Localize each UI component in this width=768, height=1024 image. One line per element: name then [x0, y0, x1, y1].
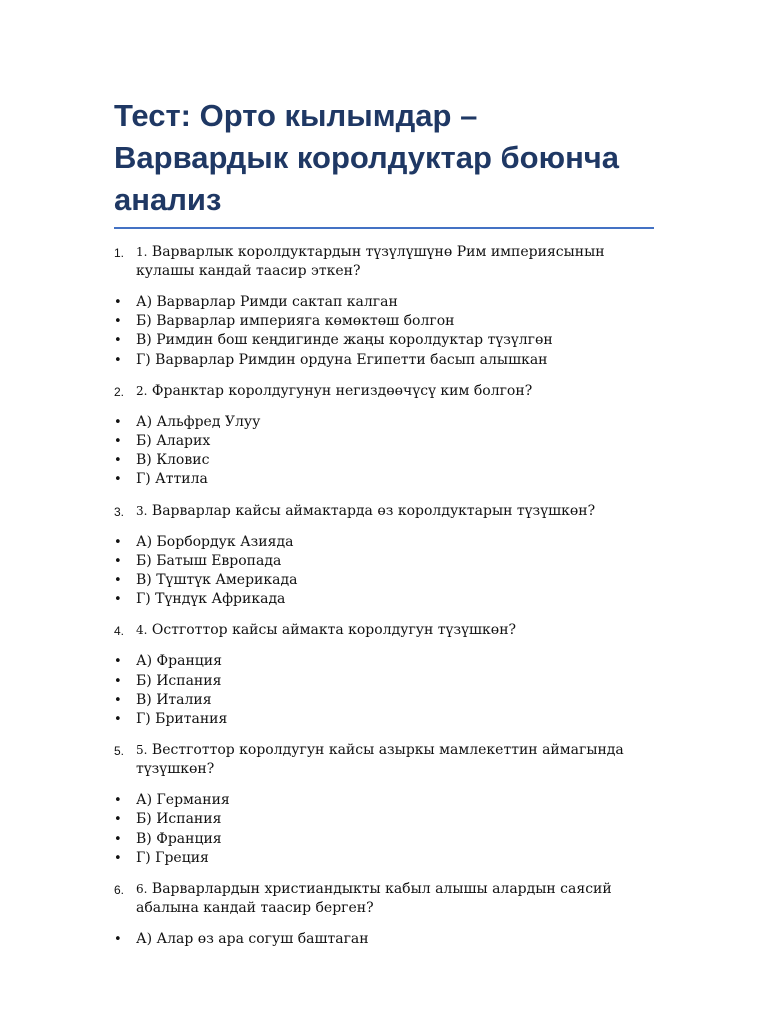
answer-option: [114, 849, 656, 868]
question-body: Вестготтор королдугун кайсы азыркы мамлекеттин аймагында түзүшкөн?: [136, 742, 624, 778]
answer-option-text: Г) Түндүк Африкада: [136, 591, 286, 608]
bullet-dot-icon: •: [114, 932, 122, 948]
answer-option-text: Г) Британия: [136, 711, 228, 728]
question-list-marker: 5.: [114, 744, 125, 759]
answer-option-text: Б) Варварлар империяга көмөктөш болгон: [136, 313, 455, 330]
answer-option-text: Г) Греция: [136, 849, 209, 866]
answer-option: [114, 470, 656, 489]
bullet-dot-icon: •: [114, 592, 122, 608]
answer-option: [114, 930, 656, 949]
answer-option: [114, 351, 656, 370]
bullet-dot-icon: •: [114, 434, 122, 450]
answer-option-text: Б) Испания: [136, 672, 222, 689]
answer-option-text: В) Кловис: [136, 452, 210, 469]
question-body: Остготтор кайсы аймакта королдугун түзүшкөн?: [151, 622, 517, 639]
page-title: Тест: Орто кылымдар – Варвардык королдуктар боюнча анализ: [114, 95, 654, 229]
answer-options: [114, 293, 656, 370]
answer-option-text: Б) Аларих: [136, 433, 211, 450]
answer-option: [114, 451, 656, 470]
bullet-dot-icon: •: [114, 712, 122, 728]
bullet-dot-icon: •: [114, 793, 122, 809]
answer-option-text: Г) Аттила: [136, 471, 208, 488]
bullet-dot-icon: •: [114, 831, 122, 847]
bullet-dot-icon: •: [114, 472, 122, 488]
question-list-marker: 2.: [114, 384, 125, 399]
answer-options: [114, 533, 656, 610]
question-item: [114, 741, 656, 868]
answer-options: [114, 652, 656, 729]
answer-option-text: В) Римдин бош кеңдигинде жаңы королдуктар түзүлгөн: [136, 332, 553, 349]
answer-option: [114, 312, 656, 331]
answer-option: [114, 691, 656, 710]
bullet-dot-icon: •: [114, 534, 122, 550]
question-number: 3.: [136, 503, 148, 518]
answer-option-text: В) Италия: [136, 691, 212, 708]
bullet-dot-icon: •: [114, 414, 122, 430]
bullet-dot-icon: •: [114, 453, 122, 469]
answer-option: [114, 672, 656, 691]
answer-options: [114, 413, 656, 490]
question-item: [114, 880, 656, 949]
question-body: Франктар королдугунун негиздөөчүсү ким болгон?: [151, 382, 533, 399]
question-body: Варварлык королдуктардын түзүлүшүнө Рим империясынын кулашы кандай таасир эткен?: [136, 244, 605, 279]
answer-option-text: А) Варварлар Римди сактап калган: [136, 294, 398, 310]
question-body: Варварлар кайсы аймактарда өз королдуктарын түзүшкөн?: [151, 502, 596, 519]
question-item: [114, 382, 656, 490]
answer-option: [114, 830, 656, 849]
answer-option: [114, 791, 656, 810]
question-list-marker: 4.: [114, 624, 125, 639]
question-list-marker: 6.: [114, 883, 125, 898]
bullet-dot-icon: •: [114, 314, 122, 330]
bullet-dot-icon: •: [114, 812, 122, 828]
question-number: 4.: [136, 623, 148, 638]
answer-option-text: А) Альфред Улуу: [136, 413, 261, 430]
question-item: [114, 243, 656, 370]
answer-option: [114, 571, 656, 590]
answer-option: [114, 590, 656, 609]
bullet-dot-icon: •: [114, 673, 122, 689]
question-number: 2.: [136, 383, 148, 398]
question-number: 5.: [136, 743, 148, 758]
bullet-dot-icon: •: [114, 573, 122, 589]
bullet-dot-icon: •: [114, 352, 122, 368]
bullet-dot-icon: •: [114, 850, 122, 866]
question-number: 1.: [136, 245, 148, 259]
question-text: [136, 502, 656, 521]
bullet-dot-icon: •: [114, 692, 122, 708]
question-text: [136, 741, 656, 779]
answer-option: [114, 810, 656, 829]
answer-option: [114, 293, 656, 312]
answer-options: [114, 791, 656, 868]
bullet-dot-icon: •: [114, 553, 122, 569]
question-item: [114, 621, 656, 729]
bullet-dot-icon: •: [114, 333, 122, 349]
question-list: [114, 243, 656, 949]
answer-option-text: А) Алар өз ара согуш баштаган: [136, 931, 369, 948]
answer-option-text: Б) Испания: [136, 811, 222, 828]
question-text: [136, 382, 656, 401]
question-text: [136, 243, 656, 281]
question-list-marker: 1.: [114, 246, 125, 260]
answer-option: [114, 652, 656, 671]
answer-option-text: А) Германия: [136, 792, 230, 809]
question-text: [136, 880, 656, 918]
answer-option: [114, 552, 656, 571]
answer-option-text: Б) Батыш Европада: [136, 552, 282, 569]
answer-option-text: В) Түштүк Америкада: [136, 572, 298, 589]
question-item: [114, 502, 656, 610]
question-number: 6.: [136, 882, 148, 897]
bullet-dot-icon: •: [114, 295, 122, 310]
answer-options: [114, 930, 656, 949]
answer-option: [114, 710, 656, 729]
answer-option: [114, 533, 656, 552]
bullet-dot-icon: •: [114, 654, 122, 670]
answer-option: [114, 413, 656, 432]
answer-option: [114, 432, 656, 451]
answer-option: [114, 331, 656, 350]
question-body: Варварлардын христиандыкты кабыл алышы алардын саясий абалына кандай таасир берген?: [136, 881, 612, 917]
question-text: [136, 621, 656, 640]
answer-option-text: В) Франция: [136, 830, 222, 847]
answer-option-text: А) Франция: [136, 653, 222, 670]
question-list-marker: 3.: [114, 504, 125, 519]
answer-option-text: А) Борбордук Азияда: [136, 533, 294, 550]
answer-option-text: Г) Варварлар Римдин ордуна Египетти басып алышкан: [136, 351, 548, 368]
